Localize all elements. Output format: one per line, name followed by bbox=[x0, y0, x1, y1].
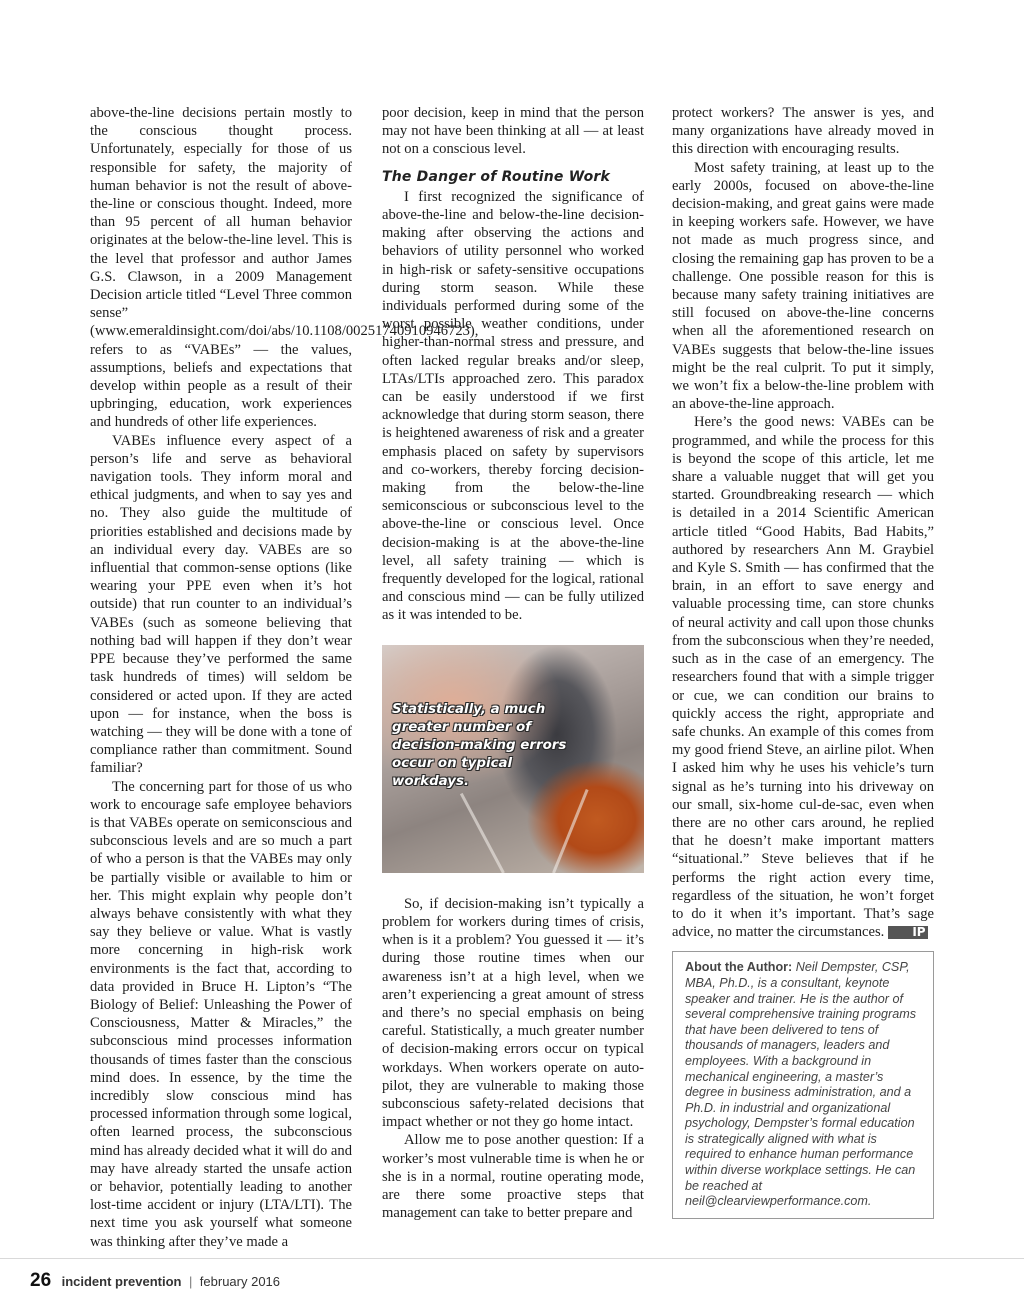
photo-rail-line bbox=[552, 789, 588, 873]
paragraph: I first recognized the significance of above-the-line and below-the-line decision-making after observing the actions and behaviors of utility personnel who worked in high-risk or safety-sensitive occupations during storm season. While these individuals performed during some of the worst possible weather conditions, under higher-than-normal stress and pressure, and often lacked regular breaks and/or sleep, LTAs/LTIs approached zero. This paradox can be easily understood if we first acknowledge that during storm season, there is heightened awareness of risk and a greater emphasis placed on safety by supervisors and co-workers, thereby forcing decision-making from the below-the-line semiconscious or subconscious level to the above-the-line or conscious level. Once decision-making is at the above-the-line level, all safety training — which is frequently developed for the logical, rational and conscious mind — can be fully utilized as it was intended to be. bbox=[382, 188, 644, 624]
section-heading: The Danger of Routine Work bbox=[382, 168, 611, 185]
page-footer bbox=[30, 1270, 280, 1292]
author-bio-box bbox=[672, 951, 934, 1219]
paragraph: protect workers? The answer is yes, and many organizations have already moved in this direction with encouraging results. bbox=[672, 105, 934, 158]
photo-rail-line bbox=[460, 793, 505, 873]
article-column-1 bbox=[90, 104, 479, 1251]
paragraph bbox=[672, 413, 934, 941]
author-bio-text: Neil Dempster, CSP, MBA, Ph.D., is a consultant, keynote speaker and trainer. He is the author of several comprehensive training programs that have been delivered to tens of thousands of managers, leaders and employees. With a background in mechanical engineering, a master’s degree in business administration, and a Ph.D. in industrial and organizational psychology, Dempster’s formal education is strategically aligned with what is required to enhance human performance within diverse workplace settings. He can be reached at neil@clearviewperformance.com. bbox=[685, 960, 916, 1209]
paragraph: Most safety training, at least up to the early 2000s, focused on above-the-line decision-making, and great gains were made in keeping workers safe. However, we have not made as much progress since, and closing the remaining gap has proven to be a challenge. One possible reason for this is because many safety training initiatives are still focused on above-the-line concerns when all the aforementioned research on VABEs suggests that below-the-line issues might be the real culprit. To put it simply, we won’t fix a below-the-line problem with an above-the-line approach. bbox=[672, 159, 934, 413]
paragraph: VABEs influence every aspect of a person’s life and serve as behavioral navigation tools. They inform moral and ethical judgments, and when to say yes and no. They also guide the multitude of priorities established and decisions made by an individual every day. VABEs are so influential that common-sense options (like wearing your PPE even when it’s hot outside) that run counter to an individual’s VABEs (such as someone believing that nothing bad will happen if they don’t wear PPE because they’ve performed the same task hundreds of times) will seldom be considered or acted upon. If they are acted upon — for instance, when the boss is watching — they will be done with a tone of compliance rather than commitment. Sound familiar? bbox=[90, 432, 352, 777]
article-column-2 bbox=[382, 104, 644, 1222]
publication-name: incident prevention bbox=[61, 1274, 182, 1289]
paragraph: Allow me to pose another question: If a worker’s most vulnerable time is when he or she is in a normal, routine operating mode, are there some proactive steps that management can take to better prepare and bbox=[382, 1132, 644, 1222]
photo-caption: Statistically, a much greater number of decision-making errors occur on typical workdays. bbox=[392, 701, 567, 789]
paragraph: The concerning part for those of us who work to encourage safe employee behaviors is that VABEs operate on semiconscious and subconscious levels and are so much a part of who a person is that the VABEs may only be partially visible or available to him or her. This might explain why people don’t always behave consistently with what they say they believe or value. What is vastly more concerning in high-risk work environments is the fact that, according to data provided in Bruce H. Lipton’s “The Biology of Belief: Unleashing the Power of Consciousness, Matter & Miracles,” the subconscious mind processes information thousands of times faster than the conscious mind does. In essence, by the time the incredibly slow conscious mind has processed information through some logical, often learned process, the subconscious mind has already decided what it will do and may have already started the unsafe action or behavior, potentially leading to another lost-time accident or injury (LTA/LTI). The next time you ask yourself what someone was thinking after they’ve made a bbox=[90, 778, 352, 1250]
footer-divider bbox=[0, 1258, 1024, 1259]
paragraph-text: Here’s the good news: VABEs can be programmed, and while the process for this is beyond the scope of this article, let me share a valuable nugget that will get you started. Groundbreaking research — which is detailed in a 2014 Scientific American article titled “Good Habits, Bad Habits,” authored by researchers Ann M. Graybiel and Kyle S. Smith — has confirmed that the brain, in an effort to save energy and valuable processing time, can store chunks of neural activity and call upon those chunks from the subconscious when they’re needed, such as in the case of an emergency. The researchers found that with a simple trigger or cue, we can condition our brains to quickly access the right, appropriate and safe chunks. An example of this comes from my good friend Steve, an airline pilot. When I asked him why he uses his vehicle’s turn signal as he’s turning into his driveway on our small, six-home cul-de-sac, even when there are no other cars around, he replied that he doesn’t make important matters “situational.” Steve believes that if he performs the right action every time, regardless of the situation, he won’t forget to do it when it’s important. That’s sage advice, no matter the circumstances. bbox=[672, 414, 934, 941]
end-of-article-icon: IP bbox=[888, 926, 927, 939]
issue-date: february 2016 bbox=[199, 1274, 281, 1289]
article-column-3 bbox=[672, 104, 934, 1219]
author-bio-label: About the Author: bbox=[685, 960, 793, 975]
paragraph: poor decision, keep in mind that the person may not have been thinking at all — at least not on a conscious level. bbox=[382, 105, 644, 158]
paragraph: above-the-line decisions pertain mostly to the conscious thought process. Unfortunately, especially for those of us responsible for safety, the majority of human behavior is not the result of above-the-line or conscious thought. Indeed, more than 95 percent of all human behavior originates at the below-the-line level. This is the level that professor and author James G.S. Clawson, in a 2009 Management Decision article titled “Level Three common sense” (www.emeraldinsight.com/doi/abs/10.1108/00251740910946723), refers to as “VABEs” — the values, assumptions, beliefs and expectations that develop within people as a result of their upbringing, education, work experiences and hundreds of other life experiences. bbox=[90, 105, 479, 431]
footer-separator: | bbox=[188, 1274, 193, 1289]
article-photo bbox=[382, 645, 644, 873]
page-number: 26 bbox=[30, 1270, 52, 1291]
paragraph: So, if decision-making isn’t typically a problem for workers during times of crisis, when is it a problem? You guessed it — it’s during those routine times when our awareness isn’t at a high level, when we aren’t experiencing a great amount of stress and there’s no special emphasis on being careful. Statistically, a much greater number of decision-making errors occur on typical workdays. When workers operate on auto-pilot, they are vulnerable to making those subconscious safety-related decisions that impact whether or not they go home intact. bbox=[382, 895, 644, 1131]
